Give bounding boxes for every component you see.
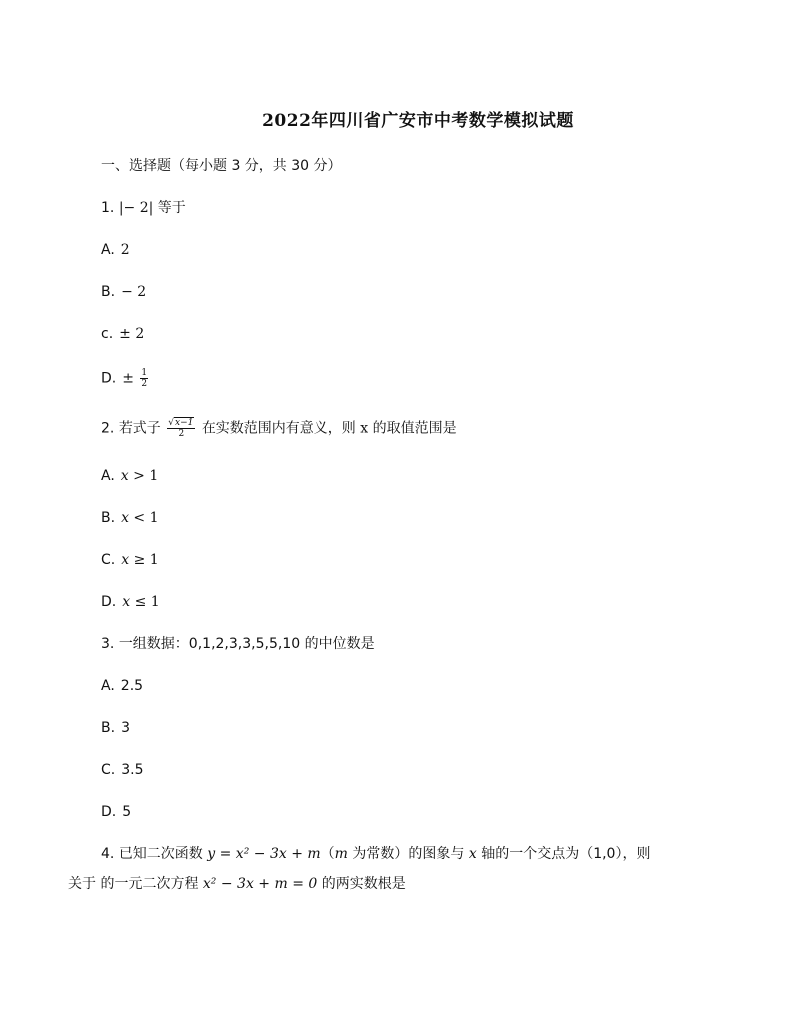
question-text: 在实数范围内有意义，则 xyxy=(201,420,356,437)
option-2a xyxy=(101,466,158,486)
fraction-numerator: 1 xyxy=(141,368,148,378)
option-text: 3.5 xyxy=(121,762,144,778)
option-text: 2.5 xyxy=(120,678,144,694)
option-1c xyxy=(101,324,144,344)
sqrt-fraction xyxy=(167,418,195,439)
option-2c xyxy=(101,550,159,570)
question-text: 一组数据：0,1,2,3,3,5,5,10 的中位数是 xyxy=(118,636,375,652)
option-letter: A. xyxy=(101,678,115,694)
option-1d xyxy=(101,368,150,389)
page-title: 2022年四川省广安市中考数学模拟试题 xyxy=(262,111,574,131)
option-letter: C. xyxy=(101,552,116,568)
option-letter: B. xyxy=(101,510,116,526)
variable: x xyxy=(360,420,369,437)
variable: x xyxy=(121,510,129,526)
option-3a xyxy=(101,676,143,696)
option-letter: D. xyxy=(101,594,117,610)
fraction-denominator: 2 xyxy=(141,379,148,389)
radicand: x−1 xyxy=(175,418,194,428)
section-heading: 一、选择题（每小题 3 分，共 30 分） xyxy=(101,158,342,174)
abs-expression: |− 2| xyxy=(118,200,154,216)
option-letter: C. xyxy=(101,762,116,778)
question-text: 等于 xyxy=(157,200,186,216)
fraction-denominator: 2 xyxy=(178,429,185,439)
fraction-numerator: √x−1 xyxy=(168,418,194,428)
option-text: > 1 xyxy=(133,468,159,484)
question-text: 已知二次函数 xyxy=(118,846,203,862)
option-letter: A. xyxy=(101,242,115,258)
option-2b xyxy=(101,508,159,528)
option-letter: B. xyxy=(101,284,116,300)
option-letter: c. xyxy=(101,326,114,342)
option-text: 5 xyxy=(122,804,132,820)
variable: x xyxy=(121,552,130,568)
question-4 xyxy=(101,844,650,864)
question-text: （ xyxy=(320,846,335,862)
option-letter: A. xyxy=(101,468,115,484)
question-4-continued xyxy=(68,874,406,894)
question-text: 轴的一个交点为（1,0），则 xyxy=(481,846,651,862)
question-text: 的一元二次方程 xyxy=(100,876,199,892)
question-number: 2. xyxy=(101,420,115,437)
option-3d xyxy=(101,802,131,822)
question-1 xyxy=(101,198,186,218)
option-text: ± 2 xyxy=(119,326,145,342)
option-letter: D. xyxy=(101,804,117,820)
option-text: ≤ 1 xyxy=(134,594,160,610)
question-3 xyxy=(101,634,375,654)
option-3b xyxy=(101,718,130,738)
question-2 xyxy=(101,418,457,439)
option-3c xyxy=(101,760,144,780)
option-text: 2 xyxy=(120,242,130,258)
variable: x xyxy=(122,594,131,610)
option-text: ≥ 1 xyxy=(133,552,159,568)
equation-expression: x² − 3x + m = 0 xyxy=(202,876,318,892)
variable: x xyxy=(468,846,477,862)
variable: x xyxy=(120,468,129,484)
fraction xyxy=(140,368,148,389)
option-text: − 2 xyxy=(121,284,147,300)
option-text: 3 xyxy=(121,720,130,736)
question-number: 4. xyxy=(101,846,115,862)
question-number: 3. xyxy=(101,636,115,652)
question-text: 关于 xyxy=(68,876,96,892)
question-text: 的取值范围是 xyxy=(372,420,457,437)
function-expression: y = x² − 3x + m xyxy=(207,846,321,862)
question-text: 为常数）的图象与 xyxy=(352,846,465,862)
option-letter: D. xyxy=(101,370,117,387)
question-number: 1. xyxy=(101,200,115,216)
variable: m xyxy=(334,846,348,862)
option-1a xyxy=(101,240,130,260)
option-text: ± xyxy=(122,370,134,387)
question-text: 的两实数根是 xyxy=(321,876,406,892)
option-2d xyxy=(101,592,160,612)
option-text: < 1 xyxy=(133,510,159,526)
option-letter: B. xyxy=(101,720,116,736)
question-text: 若式子 xyxy=(118,420,161,437)
option-1b xyxy=(101,282,146,302)
